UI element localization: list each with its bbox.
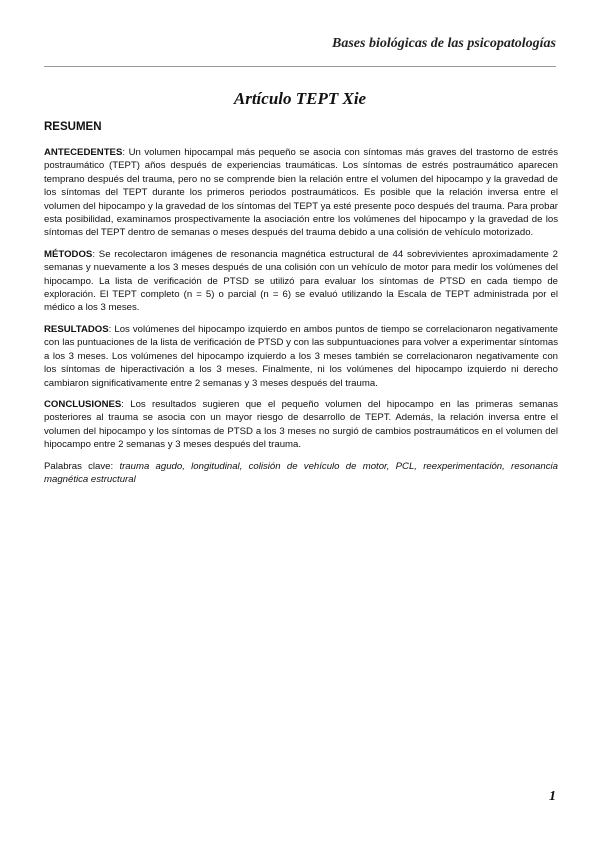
resultados-text: : Los volúmenes del hipocampo izquierdo en ambos puntos de tiempo se correlacionaron negativamente con las puntuaciones de la lista de verificación de PTSD y con las subpuntuaciones para volver a experimentar síntomas a los 3 meses. Los volúmenes del hipocampo izquierdo a los 3 meses también se correlacionaron negativamente con los síntomas de hiperactivación a los 3 meses. Finalmente, ni los volúmenes del hipocampo izquierdo ni derecho cambiaron significativamente entre 2 semanas y 3 meses después del trauma. xyxy=(44,323,558,389)
document-title: Artículo TEPT Xie xyxy=(233,89,367,108)
section-heading-resumen: RESUMEN xyxy=(44,121,102,133)
paragraph-conclusiones xyxy=(44,398,558,452)
conclusiones-text: : Los resultados sugieren que el pequeño volumen del hipocampo en las primeras semanas posteriores al trauma se asocia con un mayor riesgo de desarrollo de TEPT. Además, la relación inversa entre el volumen del hipocampo y los síntomas de PTSD a los 3 meses no surgió de cambios postraumáticos en el volumen del hipocampo entre 2 semanas y 3 meses después del trauma. xyxy=(44,398,558,451)
paragraph-resultados xyxy=(44,323,558,390)
metodos-text: : Se recolectaron imágenes de resonancia magnética estructural de 44 sobrevivientes aproximadamente 2 semanas y nuevamente a los 3 meses después de una colisión con un vehículo de motor para medir los volúmenes del hipocampo. La lista de verificación de PTSD se utilizó para evaluar los síntomas de PTSD en cada tiempo de exploración. El TEPT completo (n = 5) o parcial (n = 6) se evaluó utilizando la Escala de TEPT administrada por el médico a los 3 meses. xyxy=(44,248,558,314)
resultados-label: RESULTADOS xyxy=(44,323,109,335)
keywords-label: Palabras clave: xyxy=(44,460,120,472)
keywords-values: trauma agudo, longitudinal, colisión de vehículo de motor, PCL, reexperimentación, resonancia magnética estructural xyxy=(44,460,558,485)
paragraph-metodos xyxy=(44,248,558,315)
running-header: Bases biológicas de las psicopatologías xyxy=(332,36,556,51)
paragraph-keywords xyxy=(44,460,558,487)
abstract-body xyxy=(44,146,558,494)
antecedentes-label: ANTECEDENTES xyxy=(44,147,123,158)
header-divider xyxy=(44,66,556,67)
conclusiones-label: CONCLUSIONES xyxy=(44,398,122,410)
page-number: 1 xyxy=(549,789,556,804)
paragraph-antecedentes xyxy=(44,146,558,240)
antecedentes-text: : Un volumen hipocampal más pequeño se asocia con síntomas más graves del trastorno de estrés postraumático (TEPT) años después de experiencias traumáticas. Los síntomas de estrés postraumático aparecen temprano después del trauma, pero no se comprende bien la relación entre el volumen del hipocampo y la gravedad de los síntomas del TEPT durante los primeros periodos postraumáticos. Es posible que la relación inversa entre el volumen del hipocampo y la gravedad de los síntomas del TEPT ya esté presente poco después del trauma. Para probar esta posibilidad, examinamos prospectivamente la asociación entre los volúmenes del hipocampo y la gravedad de los síntomas del TEPT dentro de semanas o meses después del trauma debido a una colisión de vehículo motorizado. xyxy=(44,147,558,239)
metodos-label: MÉTODOS xyxy=(44,248,93,260)
